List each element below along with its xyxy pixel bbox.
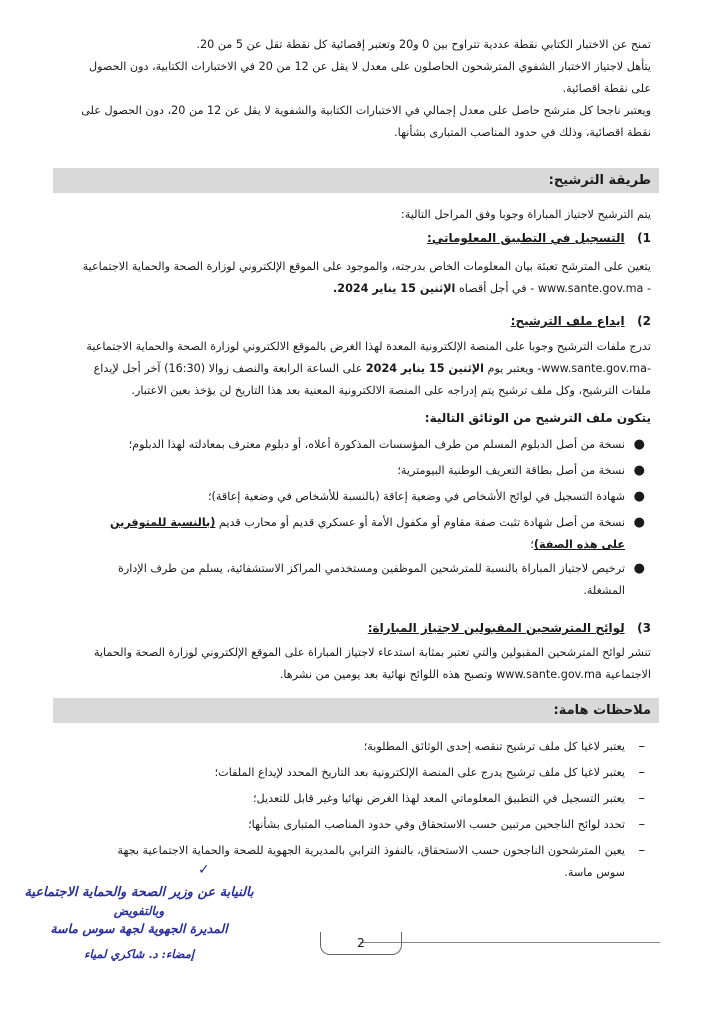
step3-line-1: تنشر لوائح المترشحين المقبولين والتي تعتبر بمثابة استدعاء لاجتياز المباراة على الموقع الإلكتروني لوزارة الصحة والحماية <box>93 646 651 659</box>
step2-deadline: الإثنين 15 يناير 2024 <box>365 362 484 375</box>
stamp-line-1: بالنيابة عن وزير الصحة والحماية الاجتماعية <box>24 885 254 900</box>
document-condition-a: (بالنسبة للمتوفرين <box>110 516 216 529</box>
document-text: ترخيص لاجتياز المباراة بالنسبة للمترشحين الموظفين ومستخدمي المراكز الاستشفائية، يسلم من طرف الإدارة <box>117 562 625 575</box>
note-text: يعين المترشحون الناجحون حسب الاستحقاق، بالنفوذ الترابي بالمديرية الجهوية للصحة والحماية الاجتماعية بجهة <box>117 844 625 857</box>
dash-icon: – <box>638 843 645 858</box>
step1-paragraph <box>55 256 651 300</box>
step1-line-2 <box>55 278 651 300</box>
step1-title: التسجيل في التطبيق المعلوماتي: <box>427 231 625 245</box>
list-item <box>55 814 651 836</box>
step3-line-2: الاجتماعية www.sante.gov.ma وتصبح هذه اللوائح نهائية بعد يومين من نشرها. <box>279 668 651 681</box>
step2-line-3: ملفات الترشيح، وكل ملف ترشيح يتم إدراجه على المنصة الالكترونية المعنية بعد هذا التاريخ لن يؤخذ بعين الاعتبار. <box>131 384 651 397</box>
list-item <box>55 762 651 784</box>
document-text: نسخة من أصل شهادة تثبت صفة مقاوم أو مكفول الأمة أو عسكري قديم أو محارب قديم <box>215 516 625 529</box>
stamp-signature: إمضاء: د. شاكري لمياء <box>83 947 195 961</box>
note-text: تحدد لوائح الناجحين مرتبين حسب الاستحقاق وفي حدود المناصب المتبارى بشأنها؛ <box>248 818 625 831</box>
note-text: يعتبر لاغيا كل ملف ترشيح تنقصه إحدى الوثائق المطلوبة؛ <box>363 740 625 753</box>
intro-line-1: تمنح عن الاختبار الكتابي نقطة عددية تتراوح بين 0 و20 وتعتبر إقصائية كل نقطة تقل عن 5 من 20. <box>196 38 651 51</box>
step1-line-2-text: - www.sante.gov.ma - في أجل أقصاه <box>455 282 651 295</box>
bullet-icon: ● <box>633 437 645 452</box>
intro-paragraph <box>55 34 651 144</box>
note-text: يعتبر التسجيل في التطبيق المعلوماتي المعد لهذا الغرض نهائيا وغير قابل للتعديل؛ <box>252 792 625 805</box>
list-item <box>55 460 651 482</box>
dash-icon: – <box>638 739 645 754</box>
step1-heading <box>427 228 651 248</box>
section-header-candidacy <box>53 168 659 193</box>
note-text-cont: سوس ماسة. <box>564 866 625 879</box>
list-item <box>55 840 651 884</box>
section-header-notes <box>53 698 659 723</box>
footer-divider <box>360 942 660 943</box>
step2-heading <box>511 311 651 331</box>
page-number: 2 <box>320 932 402 955</box>
document-text: نسخة من أصل بطاقة التعريف الوطنية البيومترية؛ <box>397 464 625 477</box>
documents-heading-text: يتكون ملف الترشيح من الوثائق التالية: <box>424 411 651 425</box>
step1-line-1: يتعين على المترشح تعبئة بيان المعلومات الخاص بدرجته، والموجود على الموقع الإلكتروني لوزارة الصحة والحماية الاجتماعية <box>82 260 651 273</box>
bullet-icon: ● <box>633 489 645 504</box>
stamp-line-3: المديرة الجهوية لجهة سوس ماسة <box>50 921 228 936</box>
bullet-icon: ● <box>633 463 645 478</box>
dash-icon: – <box>638 765 645 780</box>
document-end: ؛ <box>530 538 534 551</box>
candidacy-intro <box>55 204 651 226</box>
step2-line-2 <box>55 358 651 380</box>
intro-line-3: على نقطة اقصائية. <box>562 82 651 95</box>
intro-line-2: يتأهل لاجتياز الاختبار الشفوي المترشحون الحاصلون على معدل لا يقل عن 12 من 20 في الاختبارات الكتابية، دون الحصول <box>88 60 651 73</box>
step2-number: 2) <box>637 314 651 328</box>
step3-number: 3) <box>637 621 651 635</box>
step2-paragraph <box>55 336 651 402</box>
step3-paragraph <box>55 642 651 686</box>
signature-mark-icon: ✓ <box>198 862 210 878</box>
intro-line-5: نقطة اقصائية، وذلك في حدود المناصب المتبارى بشأنها. <box>394 126 651 139</box>
documents-list <box>55 434 651 606</box>
document-text: شهادة التسجيل في لوائح الأشخاص في وضعية إعاقة (بالنسبة للأشخاص في وضعية إعاقة)؛ <box>207 490 625 503</box>
step2-line-2b: على الساعة الرابعة والنصف زوالا (16:30) آخر أجل لإيداع <box>93 362 366 375</box>
step1-number: 1) <box>637 231 651 245</box>
document-text: نسخة من أصل الدبلوم المسلم من طرف المؤسسات المذكورة أعلاه، أو دبلوم معترف بمعادلته لهذا الدبلوم؛ <box>128 438 625 451</box>
list-item <box>55 512 651 556</box>
bullet-icon: ● <box>633 515 645 530</box>
document-condition-b: على هذه الصفة) <box>533 538 625 551</box>
step3-heading <box>368 618 651 638</box>
list-item <box>55 434 651 456</box>
stamp-line-2: وبالتفويض <box>113 904 165 918</box>
documents-heading <box>425 408 651 428</box>
section-title-candidacy: طريقة الترشيح: <box>548 173 651 188</box>
list-item <box>55 736 651 758</box>
document-text-cont: المشغلة. <box>583 584 625 597</box>
dash-icon: – <box>638 817 645 832</box>
list-item <box>55 788 651 810</box>
step2-title: ايداع ملف الترشيح: <box>510 314 625 328</box>
candidacy-intro-text: يتم الترشيح لاجتياز المباراة وجوبا وفق المراحل التالية: <box>400 208 651 221</box>
section-title-notes: ملاحظات هامة: <box>553 703 651 718</box>
step2-line-1: تدرج ملفات الترشيح وجوبا على المنصة الإلكترونية المعدة لهذا الغرض بالموقع الالكتروني لوزارة الصحة والحماية الاجتماعية <box>86 340 651 353</box>
dash-icon: – <box>638 791 645 806</box>
note-text: يعتبر لاغيا كل ملف ترشيح يدرج على المنصة الإلكترونية بعد التاريخ المحدد لإيداع الملفات؛ <box>214 766 625 779</box>
list-item <box>55 486 651 508</box>
bullet-icon: ● <box>633 561 645 576</box>
step2-line-2a: -www.sante.gov.ma- ويعتبر يوم <box>483 362 651 375</box>
step1-deadline: الإثنين 15 يناير 2024. <box>333 282 456 295</box>
list-item <box>55 558 651 602</box>
official-stamp <box>8 884 270 964</box>
step3-title: لوائح المترشحين المقبولين لاجتياز المباراة: <box>367 621 625 635</box>
notes-list <box>55 736 651 888</box>
intro-line-4: ويعتبر ناجحا كل مترشح حاصل على معدل إجمالي في الاختبارات الكتابية والشفوية لا يقل عن 12 من 20، دون الحصول على <box>81 104 651 117</box>
